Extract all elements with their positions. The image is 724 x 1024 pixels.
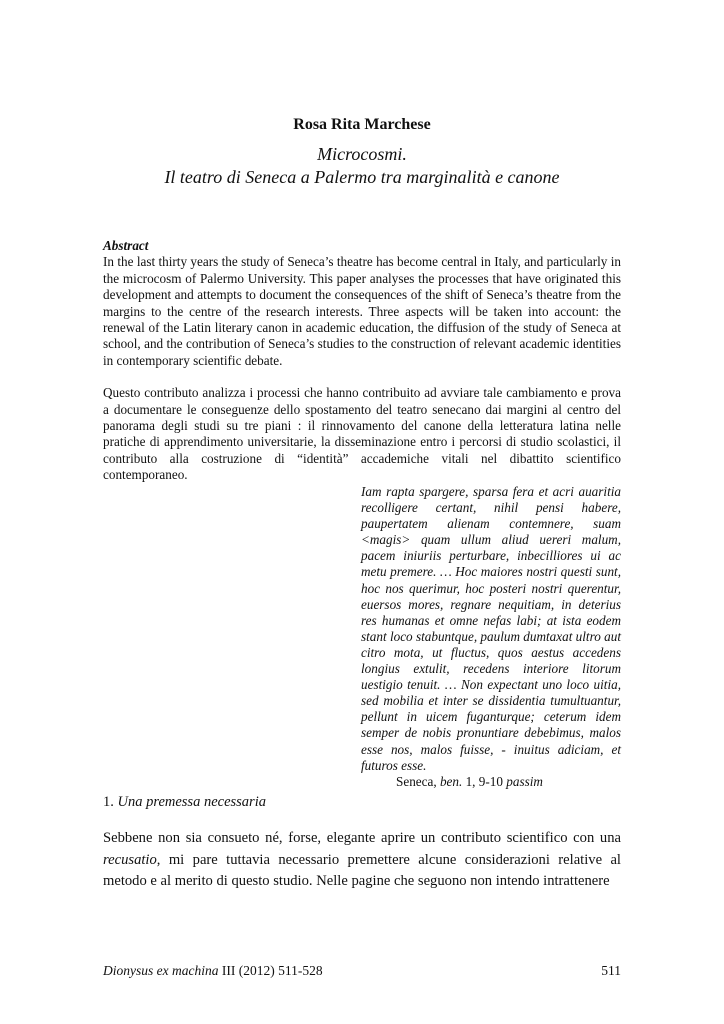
paper-page <box>103 0 621 1024</box>
body-paragraph <box>103 828 621 893</box>
article-title <box>103 143 621 189</box>
section-number: 1. <box>103 794 114 810</box>
abstract-heading: Abstract <box>103 238 149 253</box>
section-heading <box>103 792 621 812</box>
epigraph-source-note: passim <box>506 773 543 789</box>
page-number: 511 <box>601 963 621 978</box>
journal-name: Dionysus ex machina <box>103 963 219 978</box>
author-name: Rosa Rita Marchese <box>293 116 431 133</box>
body-emphasis: recusatio <box>103 851 157 868</box>
footer-citation <box>103 963 323 978</box>
epigraph-source-author: Seneca, <box>396 773 437 789</box>
abstract-section <box>103 238 621 484</box>
epigraph-source-work: ben. <box>439 773 463 789</box>
journal-volume: III (2012) 511-528 <box>221 963 323 978</box>
section-title: Una premessa necessaria <box>117 794 266 810</box>
abstract-italian: Questo contributo analizza i processi che hanno contribuito ad avviare tale cambiamento e prova a documentare le conseguenze dello spostamento del teatro senecano dai margini al centro del panorama degli studi su tre piani : il rinnovamento del canone della letteratura latina nelle pratiche di apprendimento universitarie, la disseminazione entro i percorsi di studio scolastici, il contributo alla costruzione di “identità” accademiche vitali nel dibattito scientifico contemporaneo. <box>103 385 621 483</box>
epigraph-source <box>361 774 621 790</box>
epigraph-source-ref: 1, 9-10 <box>465 773 503 789</box>
page-footer <box>103 962 621 980</box>
body-text-part-1: Sebbene non sia consueto né, forse, elegante aprire un contributo scientifico con una <box>103 830 621 846</box>
epigraph <box>361 484 621 790</box>
title-line-1: Microcosmi. <box>317 144 407 164</box>
abstract-english: In the last thirty years the study of Seneca’s theatre has become central in Italy, and particularly in the microcosm of Palermo University. This paper analyses the processes that have originated this development and attempts to document the consequences of the shift of Seneca’s theatre from the margins to the centre of the research interests. Three aspects will be taken into account: the renewal of the Latin literary canon in academic education, the diffusion of the study of Seneca at school, and the contribution of Seneca’s studies to the construction of relevant academic identities in contemporary scientific debate. <box>103 254 621 368</box>
body-text-part-2: , mi pare tuttavia necessario premettere alcune considerazioni relative al metodo e al merito di questo studio. Nelle pagine che seguono non intendo intrattenere <box>103 851 621 889</box>
epigraph-text: Iam rapta spargere, sparsa fera et acri auaritia recolligere certant, nihil pensi habere, paupertatem alienam contemnere, suam <magis> quam ullum aliud uereri malum, pacem iniuriis perturbare, inbecilliores ui ac metu premere. … Hoc maiores nostri questi sunt, hoc nos querimur, hoc posteri nostri querentur, euersos mores, regnare nequitiam, in deterius res humanas et omne nefas labi; at ista eodem stant loco stabuntque, paulum dumtaxat ultro aut citro mota, ut fluctus, quos aestus accedens longius extulit, recedens interiore litorum uestigio tenuit. … Non expectant uno loco uitia, sed mobilia et inter se dissidentia tumultuantur, pellunt in uicem fuganturque; ceterum idem semper de nobis pronuntiare debebimus, malos esse nos, malos fuisse, - inuitus adiciam, et futuros esse. <box>361 484 621 773</box>
title-line-2: Il teatro di Seneca a Palermo tra marginalità e canone <box>164 167 560 187</box>
